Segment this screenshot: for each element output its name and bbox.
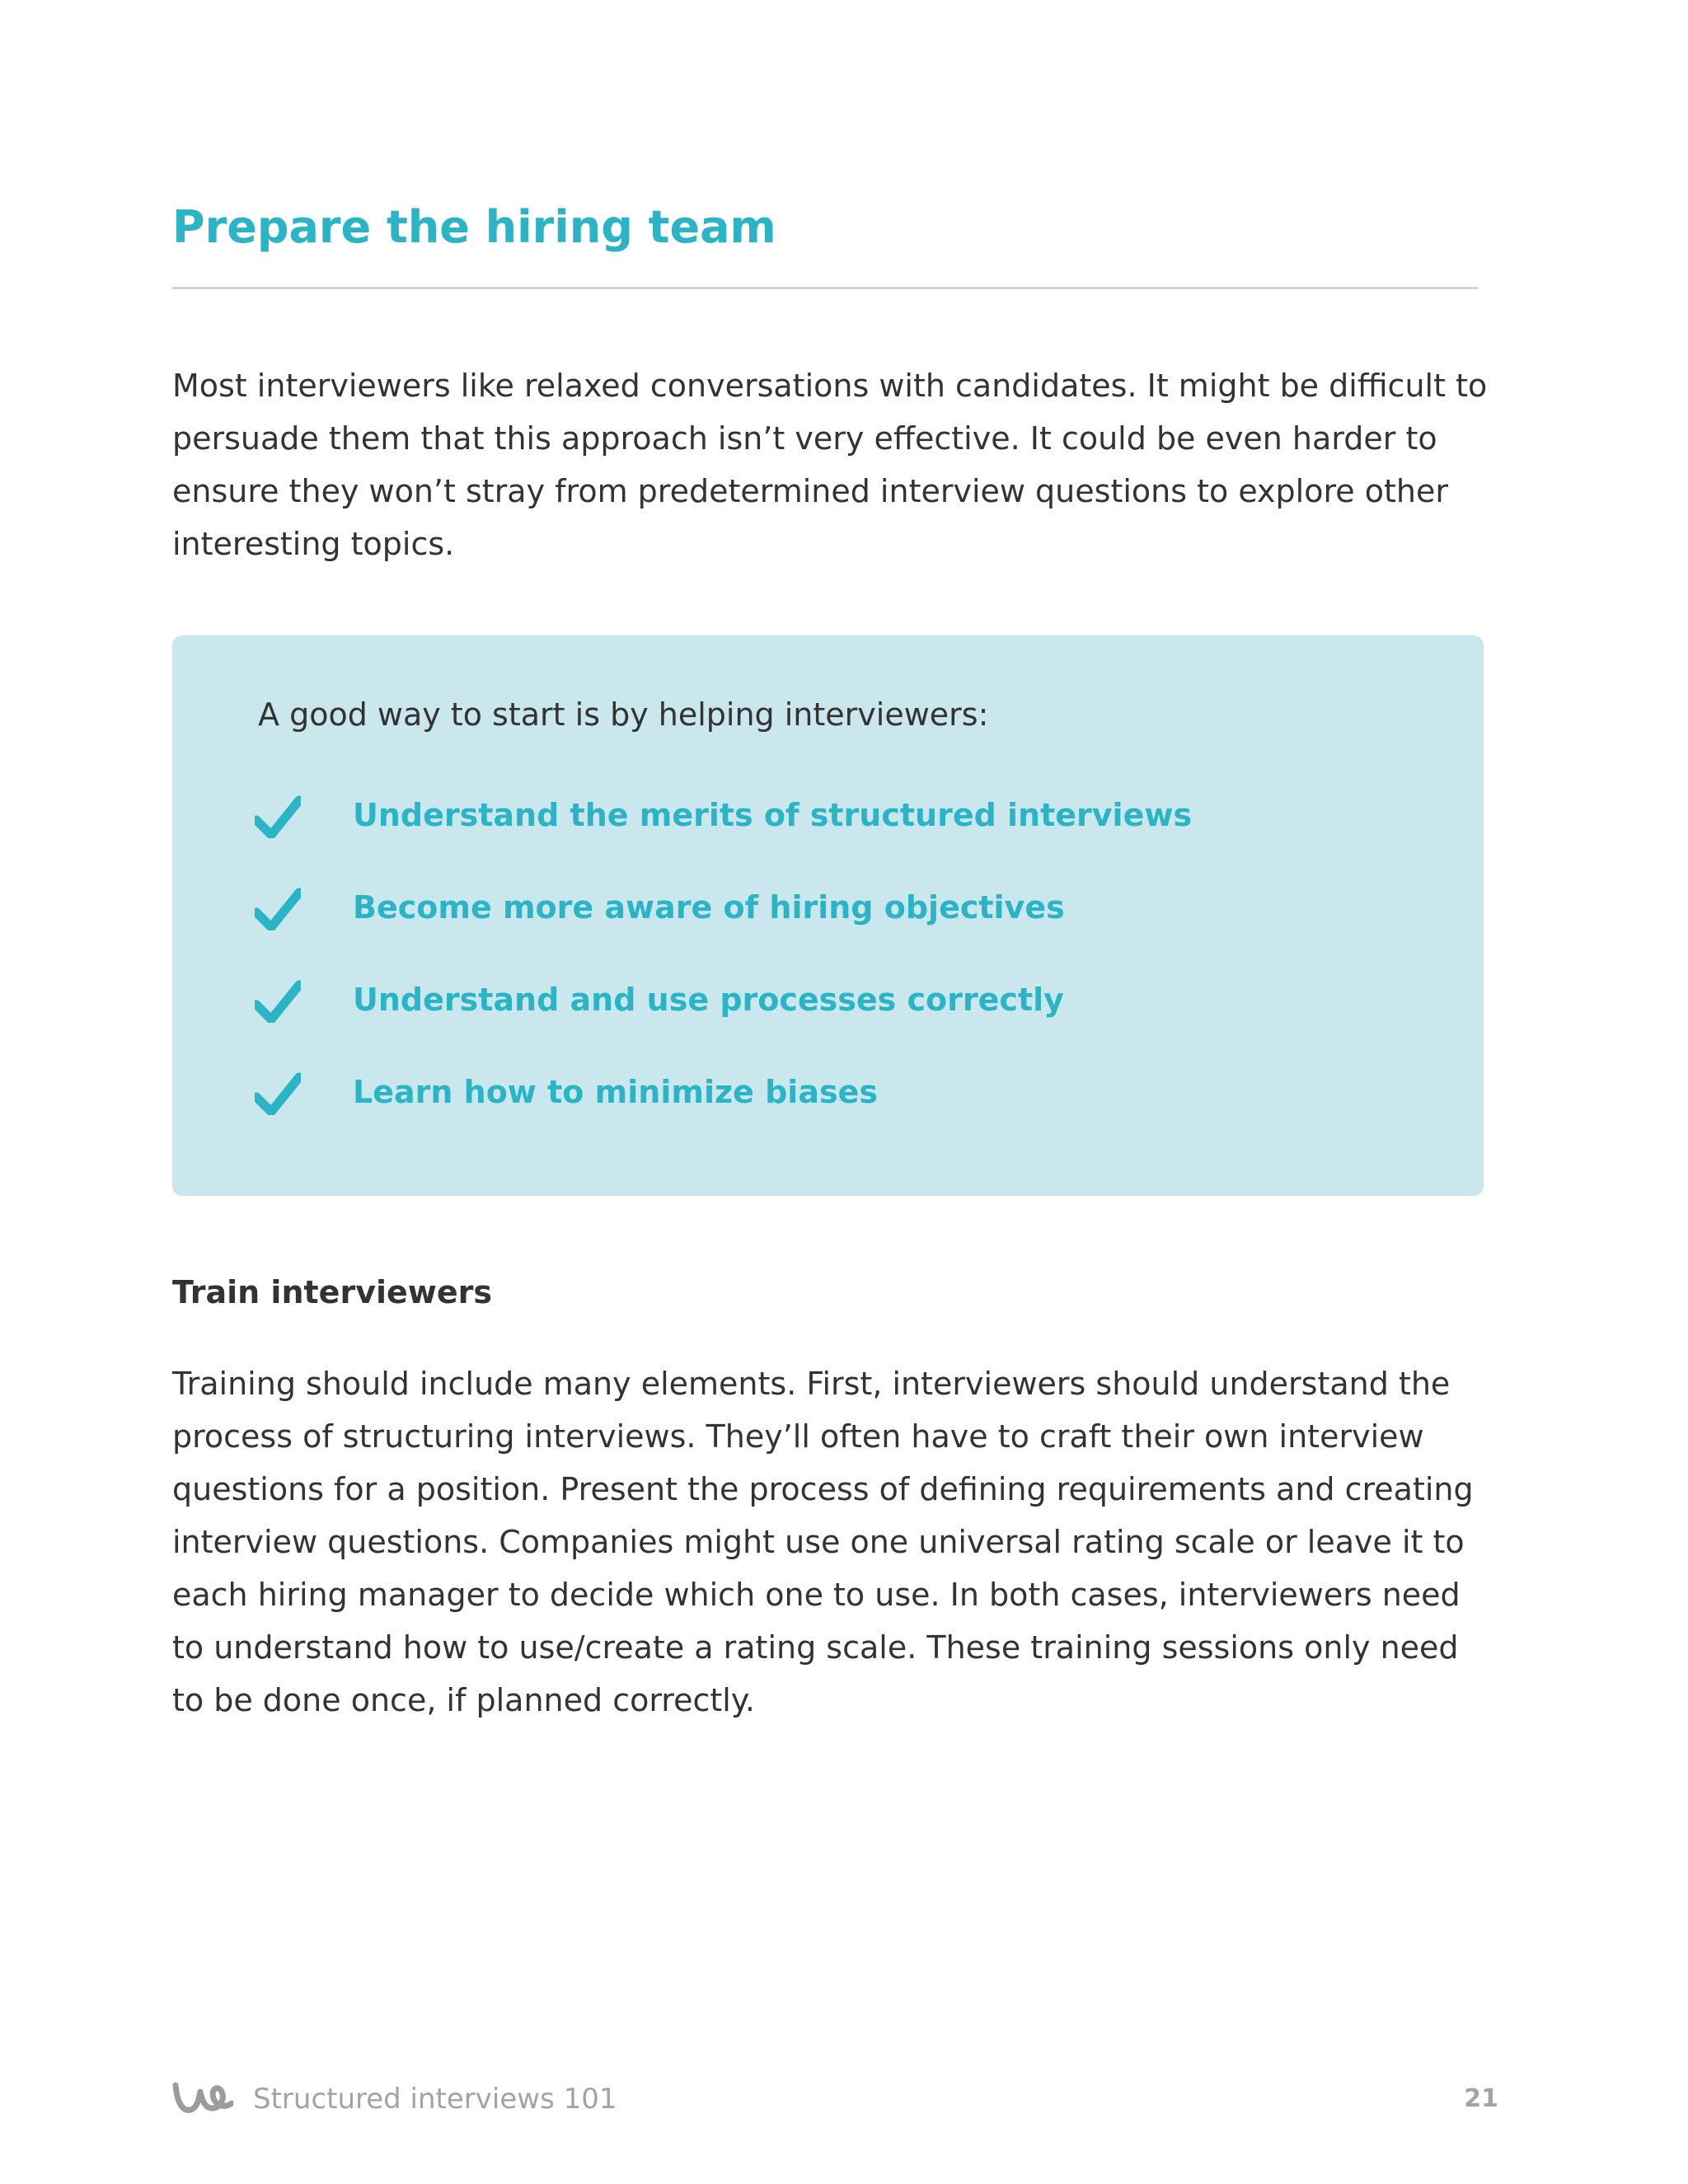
- section-title: Prepare the hiring team: [172, 201, 776, 253]
- workable-logo-icon: [172, 2080, 233, 2115]
- checklist-item-label: Become more aware of hiring objectives: [353, 889, 1065, 926]
- checklist-item-label: Learn how to minimize biases: [353, 1074, 878, 1110]
- page-number: 21: [1464, 2084, 1498, 2113]
- checkmark-icon: [255, 1072, 301, 1115]
- checkmark-icon: [255, 980, 301, 1023]
- callout-box: [172, 635, 1484, 1196]
- train-interviewers-heading: Train interviewers: [172, 1274, 492, 1310]
- intro-paragraph: Most interviewers like relaxed conversations with candidates. It might be difficult to persuade them that this approach isn’t very effective. It could be even harder to ensure they won’t stray from predetermined interview questions to explore other interesting topics.: [172, 368, 1488, 562]
- checklist-item-label: Understand the merits of structured interviews: [353, 797, 1193, 833]
- training-paragraph: Training should include many elements. First, interviewers should understand the process of structuring interviews. They’ll often have to craft their own interview questions for a position. Present the process of defining requirements and creating interview questions. Companies might use one universal rating scale or leave it to each hiring manager to decide which one to use. In both cases, interviewers need to understand how to use/create a rating scale. These training sessions only need to be done once, if planned correctly.: [172, 1366, 1474, 1718]
- title-divider: [172, 287, 1478, 289]
- checkmark-icon: [255, 888, 301, 930]
- checklist-item-label: Understand and use processes correctly: [353, 982, 1064, 1018]
- footer-document-title: Structured interviews 101: [253, 2083, 617, 2116]
- checkmark-icon: [255, 795, 301, 838]
- callout-lead-text: A good way to start is by helping interviewers:: [258, 696, 989, 733]
